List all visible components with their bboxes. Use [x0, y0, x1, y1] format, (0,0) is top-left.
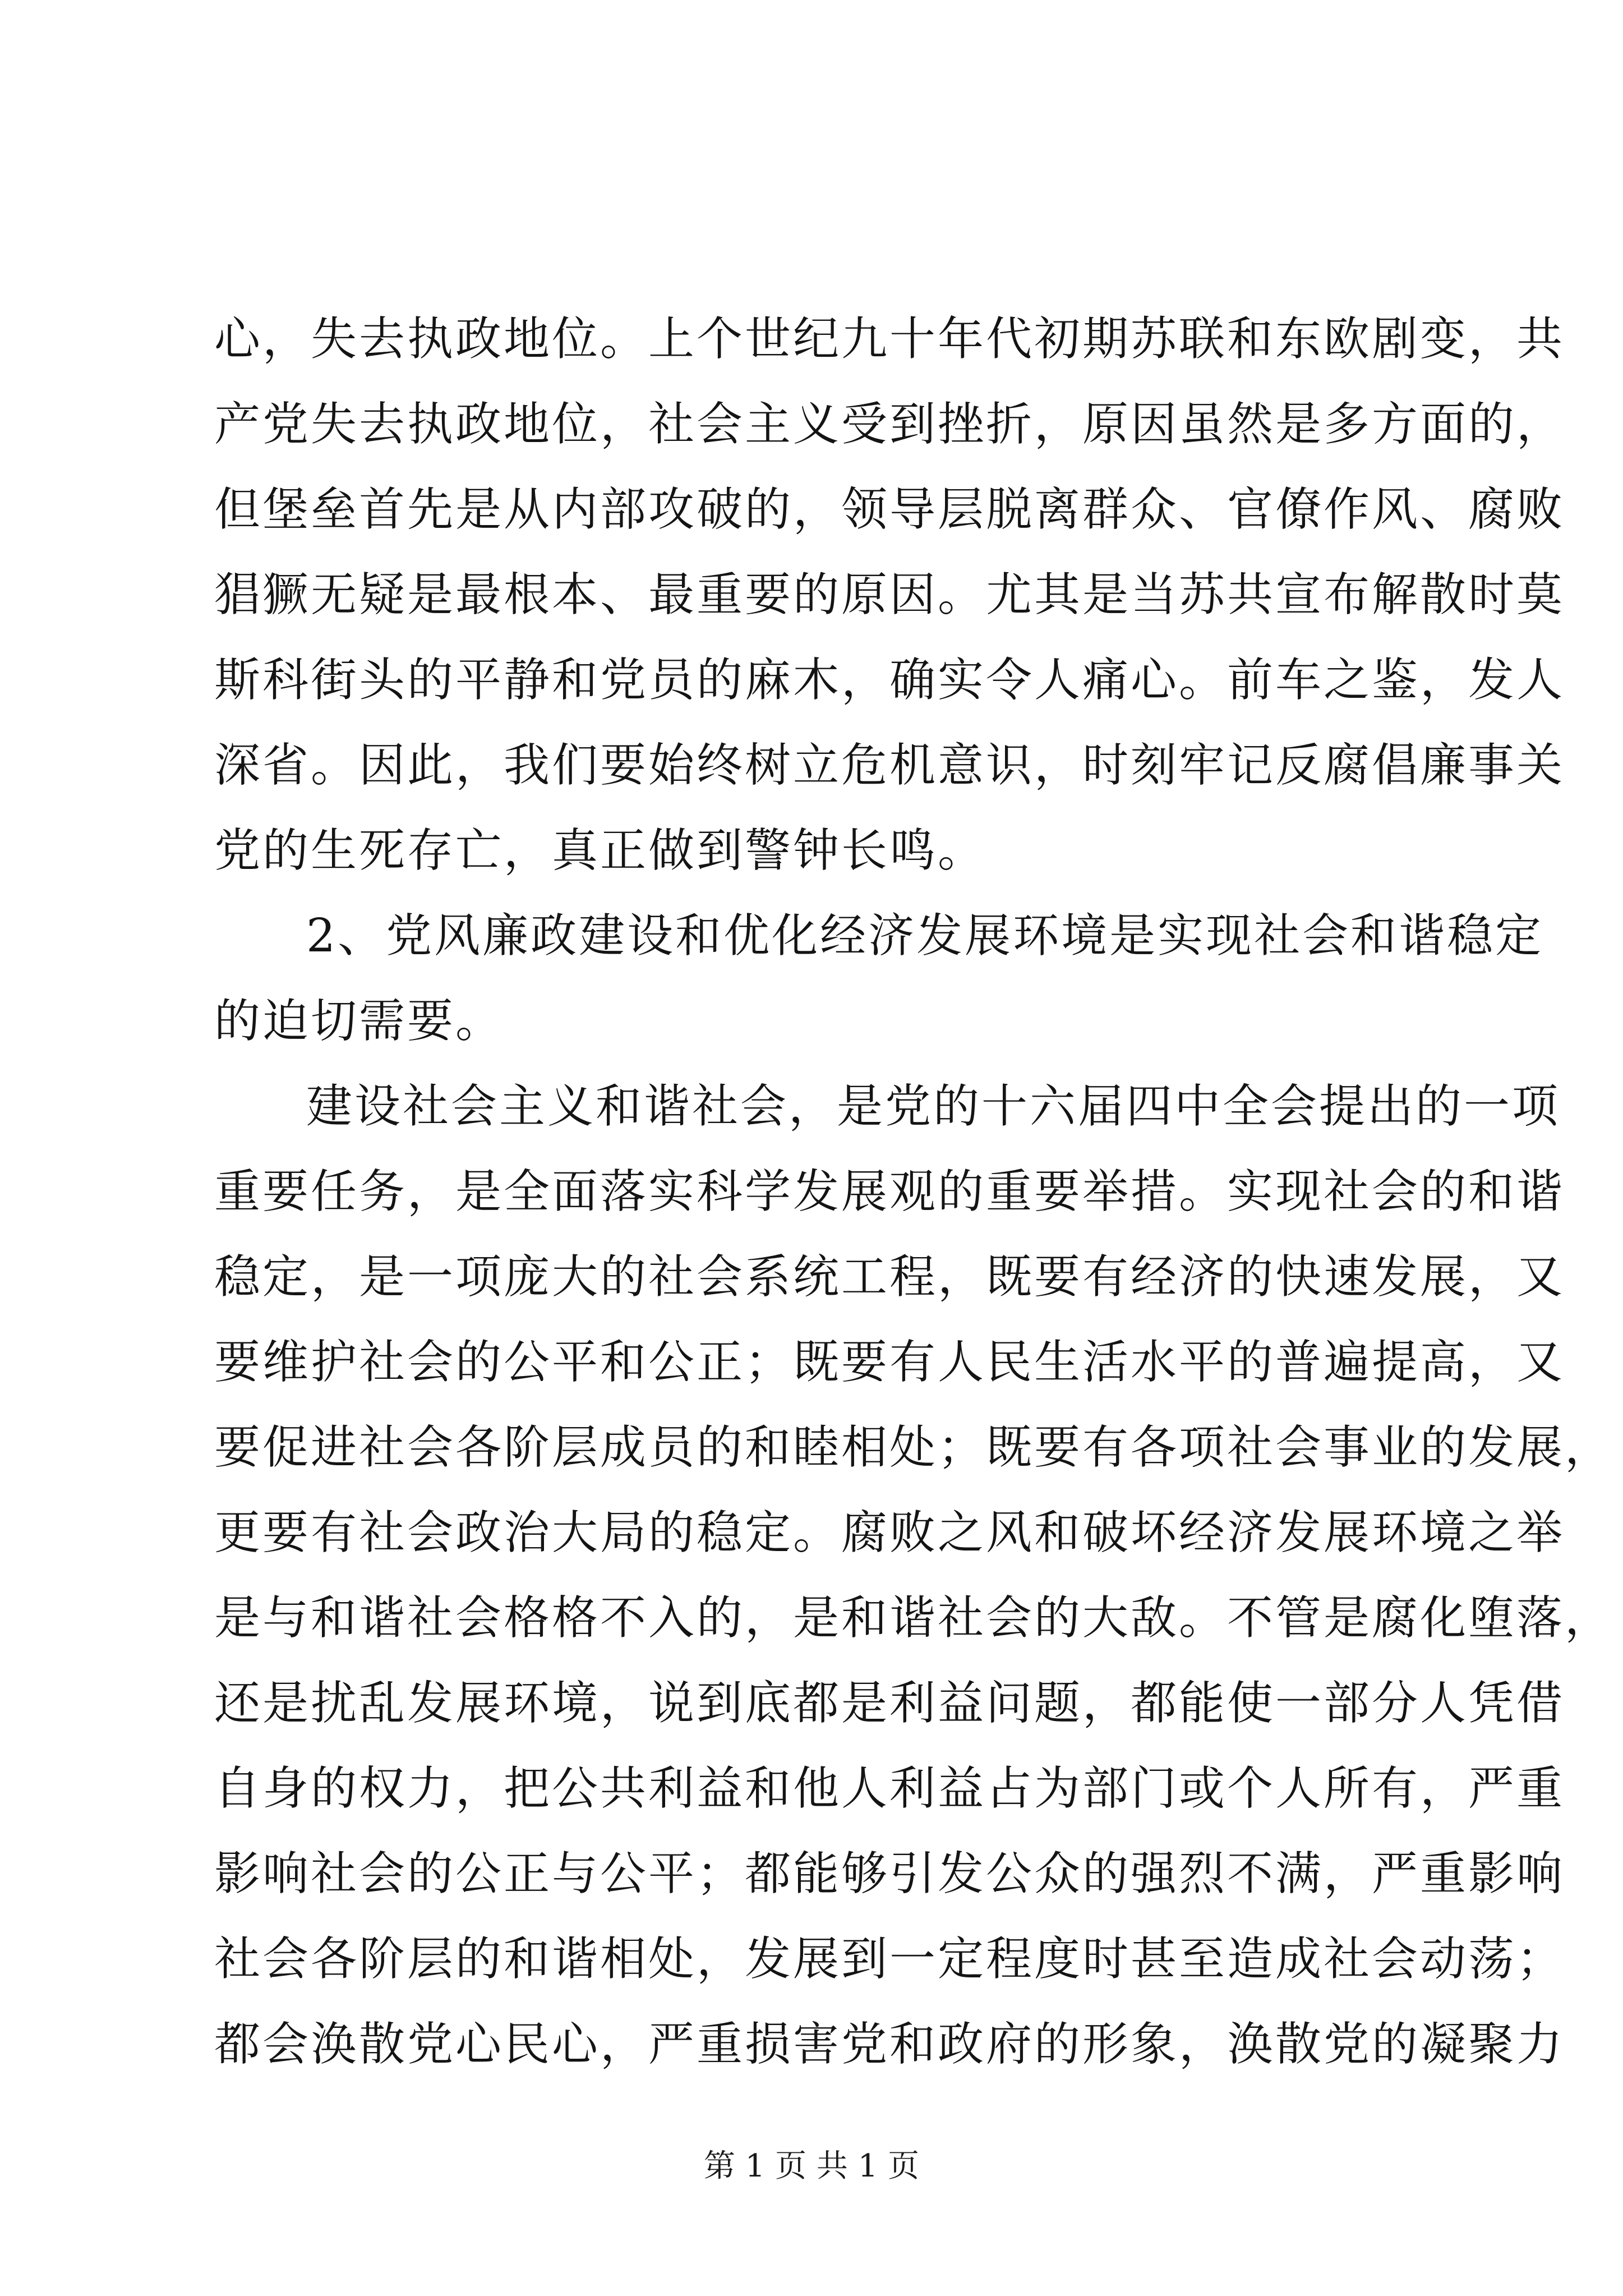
text-line: 稳定，是一项庞大的社会系统工程，既要有经济的快速发展，又 [214, 1250, 1565, 1304]
text-line: 猖獗无疑是最根本、最重要的原因。尤其是当苏共宣布解散时莫 [214, 568, 1565, 622]
page-number-footer: 第 1 页 共 1 页 [703, 2148, 920, 2184]
text-line: 要维护社会的公平和公正；既要有人民生活水平的普遍提高，又 [214, 1336, 1565, 1389]
text-line: 党的生死存亡，真正做到警钟长鸣。 [214, 824, 986, 877]
section-heading-line: 的迫切需要。 [214, 995, 504, 1048]
text-line: 自身的权力，把公共利益和他人利益占为部门或个人所有，严重 [214, 1762, 1565, 1815]
text-line: 产党失去执政地位，社会主义受到挫折，原因虽然是多方面的， [214, 398, 1565, 451]
text-line: 但堡垒首先是从内部攻破的，领导层脱离群众、官僚作风、腐败 [214, 483, 1565, 536]
text-line: 重要任务，是全面落实科学发展观的重要举措。实现社会的和谐 [214, 1165, 1565, 1218]
section-heading-line: 2、党风廉政建设和优化经济发展环境是实现社会和谐稳定 [306, 909, 1544, 963]
text-line: 更要有社会政治大局的稳定。腐败之风和破坏经济发展环境之举 [214, 1506, 1565, 1559]
text-line: 影响社会的公正与公平；都能够引发公众的强烈不满，严重影响 [214, 1847, 1565, 1901]
text-line: 心，失去执政地位。上个世纪九十年代初期苏联和东欧剧变，共 [214, 312, 1565, 366]
text-line: 深省。因此，我们要始终树立危机意识，时刻牢记反腐倡廉事关 [214, 739, 1565, 792]
text-line: 要促进社会各阶层成员的和睦相处；既要有各项社会事业的发展， [214, 1421, 1613, 1474]
text-line: 社会各阶层的和谐相处，发展到一定程度时甚至造成社会动荡； [214, 1932, 1565, 1986]
text-line: 还是扰乱发展环境，说到底都是利益问题，都能使一部分人凭借 [214, 1677, 1565, 1730]
text-line: 是与和谐社会格格不入的，是和谐社会的大敌。不管是腐化堕落， [214, 1591, 1613, 1645]
text-line: 斯科街头的平静和党员的麻木，确实令人痛心。前车之鉴，发人 [214, 654, 1565, 707]
text-line: 建设社会主义和谐社会，是党的十六届四中全会提出的一项 [306, 1080, 1561, 1133]
text-line: 都会涣散党心民心，严重损害党和政府的形象，涣散党的凝聚力 [214, 2018, 1565, 2071]
